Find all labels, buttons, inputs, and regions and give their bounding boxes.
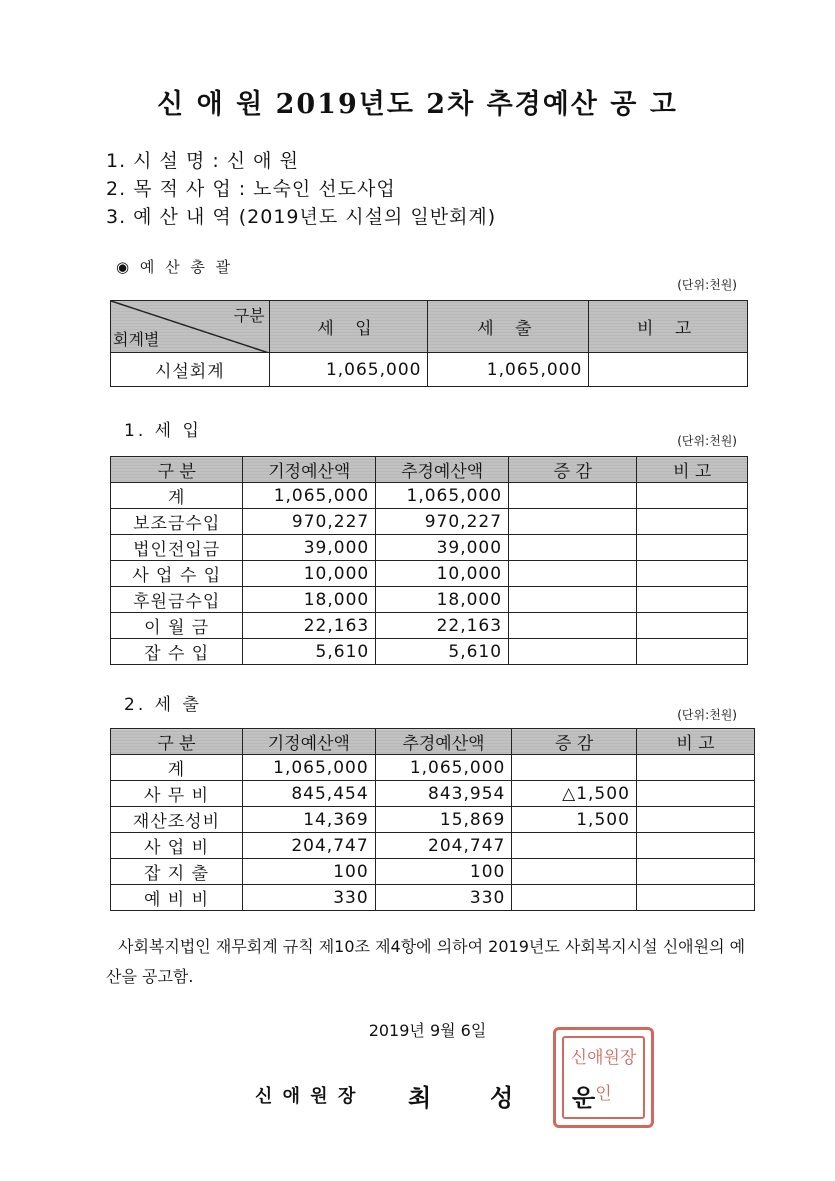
summary-header-note: 비 고 xyxy=(589,301,748,353)
income-cell-change xyxy=(509,509,637,535)
income-cell-category: 보조금수입 xyxy=(111,509,243,535)
expense-cell-revised: 843,954 xyxy=(375,781,512,807)
income-cell-category: 사 업 수 입 xyxy=(111,561,243,587)
summary-heading: ◉ 예 산 총 괄 xyxy=(116,258,234,276)
expense-header-prior: 기정예산액 xyxy=(242,729,375,755)
diagonal-header-cell xyxy=(111,301,270,353)
summary-row-expense: 1,065,000 xyxy=(428,353,589,387)
summary-header-expense: 세 출 xyxy=(428,301,589,353)
income-cell-category: 계 xyxy=(111,483,243,509)
expense-row xyxy=(111,859,755,885)
expense-cell-revised: 330 xyxy=(375,885,512,911)
income-row xyxy=(111,587,748,613)
signer-name-2: 성 xyxy=(490,1083,514,1112)
expense-cell-prior: 14,369 xyxy=(242,807,375,833)
summary-unit: (단위:천원) xyxy=(677,278,737,292)
income-cell-prior: 10,000 xyxy=(243,561,376,587)
income-heading: 1. 세 입 xyxy=(124,421,202,441)
income-cell-change xyxy=(509,613,637,639)
expense-cell-change xyxy=(512,833,637,859)
income-cell-note xyxy=(637,587,748,613)
income-cell-category: 후원금수입 xyxy=(111,587,243,613)
expense-cell-prior: 100 xyxy=(242,859,375,885)
income-row xyxy=(111,535,748,561)
expense-cell-prior: 845,454 xyxy=(242,781,375,807)
income-cell-change xyxy=(509,483,637,509)
summary-row-income: 1,065,000 xyxy=(269,353,428,387)
income-row xyxy=(111,613,748,639)
expense-cell-change: △1,500 xyxy=(512,781,637,807)
income-cell-prior: 18,000 xyxy=(243,587,376,613)
expense-header-note: 비 고 xyxy=(636,729,754,755)
expense-cell-change xyxy=(512,859,637,885)
expense-header-revised: 추경예산액 xyxy=(375,729,512,755)
income-cell-change xyxy=(509,535,637,561)
expense-cell-category: 재산조성비 xyxy=(111,807,243,833)
diag-top-label: 구분 xyxy=(233,306,265,325)
expense-cell-change xyxy=(512,755,637,781)
income-cell-revised: 22,163 xyxy=(376,613,509,639)
expense-cell-category: 계 xyxy=(111,755,243,781)
expense-row xyxy=(111,807,755,833)
expense-cell-note xyxy=(636,807,754,833)
summary-header-income: 세 입 xyxy=(269,301,428,353)
income-cell-note xyxy=(637,639,748,665)
expense-cell-change: 1,500 xyxy=(512,807,637,833)
income-cell-prior: 1,065,000 xyxy=(243,483,376,509)
page-title: 신 애 원 2019년도 2차 추경예산 공 고 xyxy=(157,89,678,120)
expense-cell-note xyxy=(636,781,754,807)
date: 2019년 9월 6일 xyxy=(368,1021,487,1040)
expense-row xyxy=(111,833,755,859)
signer-role: 신 애 원 장 xyxy=(255,1086,358,1107)
expense-cell-revised: 204,747 xyxy=(375,833,512,859)
expense-header-change: 증 감 xyxy=(512,729,637,755)
expense-table xyxy=(110,728,755,911)
summary-row-label: 시설회계 xyxy=(111,353,270,387)
income-cell-prior: 970,227 xyxy=(243,509,376,535)
income-cell-note xyxy=(637,483,748,509)
income-cell-note xyxy=(637,509,748,535)
income-row xyxy=(111,639,748,665)
income-cell-change xyxy=(509,639,637,665)
official-seal xyxy=(553,1027,654,1128)
notice-text: 사회복지법인 재무회계 규칙 제10조 제4항에 의하여 2019년도 사회복지시설 신애원의 예산을 공고함. xyxy=(106,937,746,986)
expense-cell-prior: 204,747 xyxy=(242,833,375,859)
income-cell-change xyxy=(509,561,637,587)
income-header-revised: 추경예산액 xyxy=(376,457,509,483)
expense-unit: (단위:천원) xyxy=(677,708,737,722)
expense-heading: 2. 세 출 xyxy=(124,695,202,715)
expense-header-category: 구 분 xyxy=(111,729,243,755)
income-cell-change xyxy=(509,587,637,613)
expense-cell-prior: 1,065,000 xyxy=(242,755,375,781)
income-row xyxy=(111,561,748,587)
expense-cell-revised: 15,869 xyxy=(375,807,512,833)
income-cell-revised: 18,000 xyxy=(376,587,509,613)
expense-row xyxy=(111,781,755,807)
income-cell-prior: 22,163 xyxy=(243,613,376,639)
info-facility: 1. 시 설 명 : 신 애 원 xyxy=(106,150,299,172)
income-cell-revised: 39,000 xyxy=(376,535,509,561)
income-cell-revised: 970,227 xyxy=(376,509,509,535)
expense-row xyxy=(111,755,755,781)
expense-cell-revised: 1,065,000 xyxy=(375,755,512,781)
expense-cell-change xyxy=(512,885,637,911)
summary-row-note xyxy=(589,353,748,387)
signer-name-1: 최 xyxy=(408,1083,432,1112)
expense-cell-note xyxy=(636,885,754,911)
expense-cell-prior: 330 xyxy=(242,885,375,911)
expense-cell-category: 사 무 비 xyxy=(111,781,243,807)
income-cell-revised: 5,610 xyxy=(376,639,509,665)
income-cell-note xyxy=(637,561,748,587)
expense-cell-note xyxy=(636,833,754,859)
seal-text: 신애원장인 xyxy=(570,1048,637,1104)
income-cell-prior: 5,610 xyxy=(243,639,376,665)
income-header-note: 비 고 xyxy=(637,457,748,483)
diag-bottom-label: 회계별 xyxy=(113,330,160,349)
income-cell-prior: 39,000 xyxy=(243,535,376,561)
expense-cell-note xyxy=(636,859,754,885)
income-header-category: 구 분 xyxy=(111,457,243,483)
income-row xyxy=(111,483,748,509)
income-row xyxy=(111,509,748,535)
income-header-prior: 기정예산액 xyxy=(243,457,376,483)
expense-cell-revised: 100 xyxy=(375,859,512,885)
income-cell-note xyxy=(637,613,748,639)
income-cell-category: 이 월 금 xyxy=(111,613,243,639)
income-table xyxy=(110,456,748,665)
info-budget: 3. 예 산 내 역 (2019년도 시설의 일반회계) xyxy=(106,206,497,228)
income-cell-revised: 1,065,000 xyxy=(376,483,509,509)
signer-name-3: 운 xyxy=(572,1083,596,1112)
income-cell-category: 잡 수 입 xyxy=(111,639,243,665)
income-cell-note xyxy=(637,535,748,561)
expense-cell-category: 예 비 비 xyxy=(111,885,243,911)
expense-cell-note xyxy=(636,755,754,781)
income-unit: (단위:천원) xyxy=(677,434,737,448)
income-cell-revised: 10,000 xyxy=(376,561,509,587)
income-header-change: 증 감 xyxy=(509,457,637,483)
info-purpose: 2. 목 적 사 업 : 노숙인 선도사업 xyxy=(106,178,396,200)
summary-table xyxy=(110,300,748,387)
expense-cell-category: 사 업 비 xyxy=(111,833,243,859)
expense-cell-category: 잡 지 출 xyxy=(111,859,243,885)
income-cell-category: 법인전입금 xyxy=(111,535,243,561)
expense-row xyxy=(111,885,755,911)
